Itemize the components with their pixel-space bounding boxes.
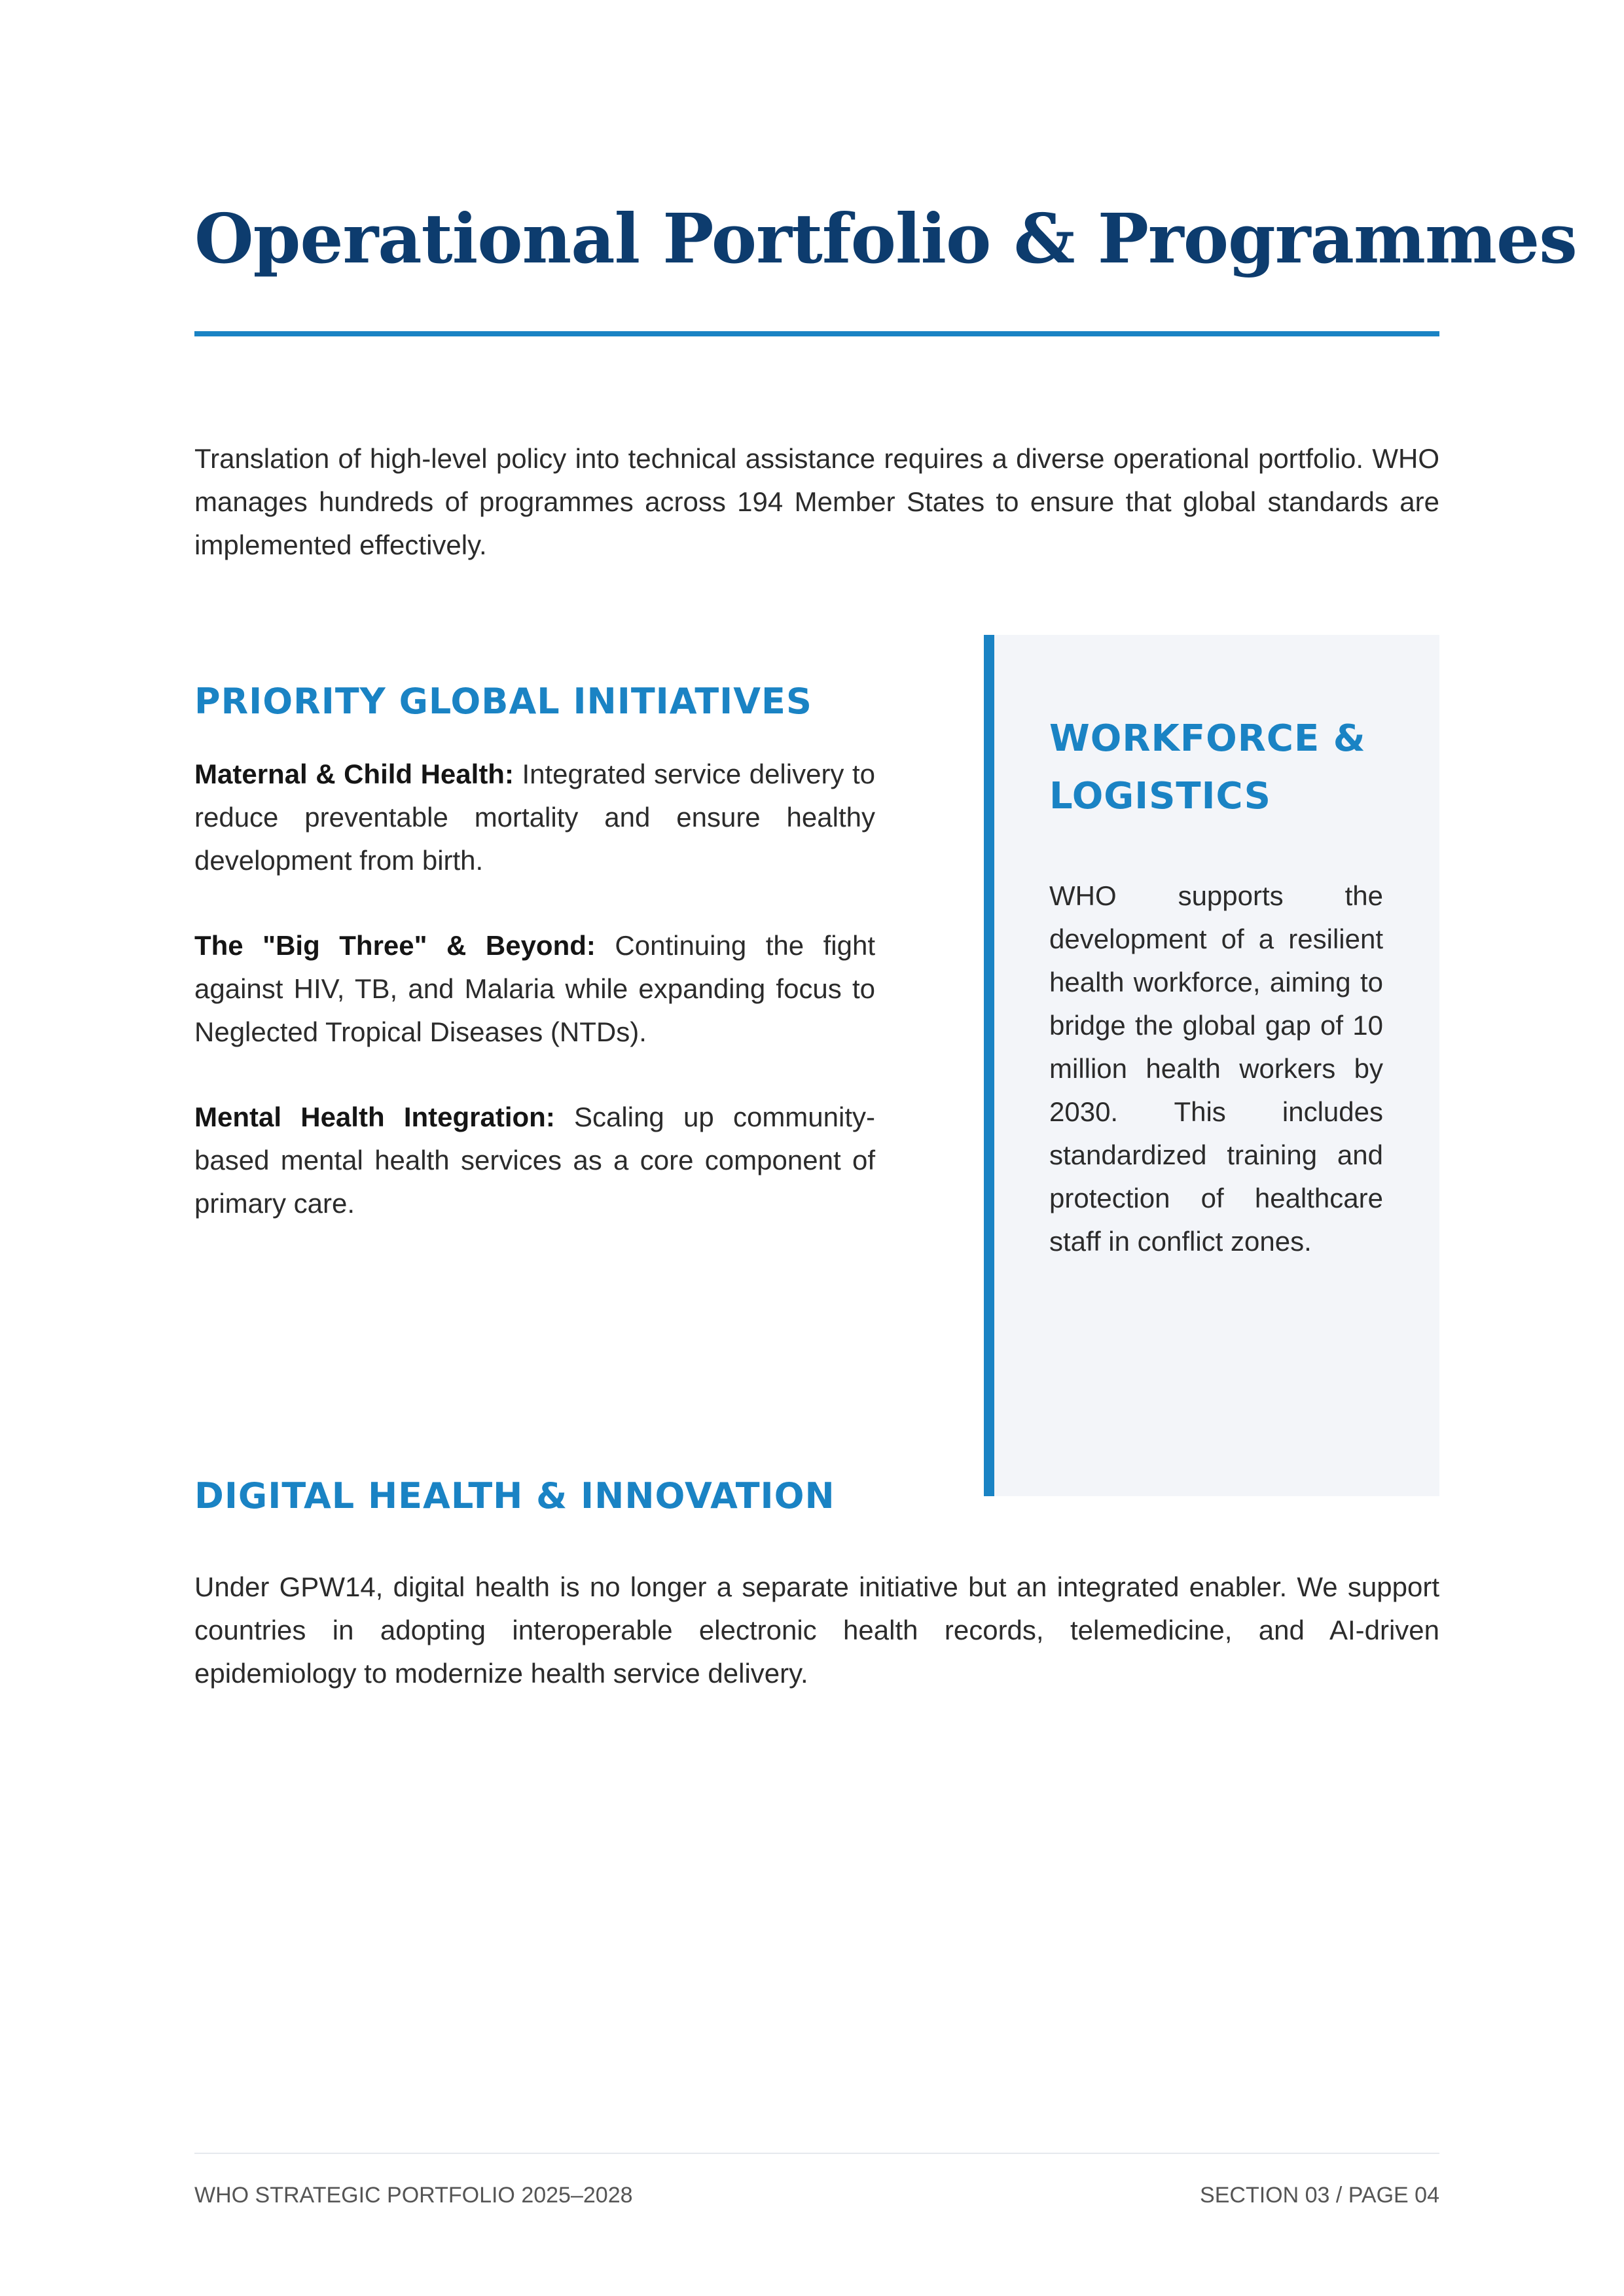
initiative-item-maternal-child-health xyxy=(194,753,875,882)
footer-document-title: WHO STRATEGIC PORTFOLIO 2025–2028 xyxy=(194,2183,633,2208)
footer-divider xyxy=(194,2153,1439,2154)
document-page xyxy=(194,0,1577,2296)
initiative-lead: The "Big Three" & Beyond: xyxy=(194,930,596,961)
intro-paragraph: Translation of high-level policy into technical assistance requires a diverse operational portfolio. WHO manages hundreds of programmes across 194 Member States to ensure that global standards are implemented effectively. xyxy=(194,443,1439,560)
priority-initiatives-section xyxy=(194,674,875,1267)
initiative-lead: Maternal & Child Health: xyxy=(194,759,514,789)
digital-heading: DIGITAL HEALTH & INNOVATION xyxy=(194,1475,835,1516)
digital-health-section xyxy=(194,1469,1439,1695)
initiative-text: Continuing the fight against HIV, TB, and Malaria while expanding focus to Neglected Tropical Diseases (NTDs). xyxy=(194,930,875,1047)
initiative-text: Scaling up community-based mental health services as a core component of primary care. xyxy=(194,1102,875,1219)
initiative-text: Integrated service delivery to reduce preventable mortality and ensure healthy development from birth. xyxy=(194,759,875,876)
initiative-lead: Mental Health Integration: xyxy=(194,1102,555,1132)
footer-page-number: SECTION 03 / PAGE 04 xyxy=(1200,2183,1439,2208)
sidebar-body: WHO supports the development of a resilient health workforce, aiming to bridge the global gap of 10 million health workers by 2030. This includes standardized training and protection of healthcare staff in conflict zones. xyxy=(1049,880,1383,1257)
title-divider xyxy=(194,331,1439,336)
page-title: Operational Portfolio & Programmes xyxy=(194,198,1577,279)
initiative-item-big-three xyxy=(194,924,875,1054)
sidebar-heading: WORKFORCE & LOGISTICS xyxy=(1049,717,1366,817)
initiative-list xyxy=(194,753,875,1225)
initiative-item-mental-health xyxy=(194,1096,875,1225)
digital-body: Under GPW14, digital health is no longer a separate initiative but an integrated enabler. We support countries in adopting interoperable electronic health records, telemedicine, and AI-driven epidemiology to modernize health service delivery. xyxy=(194,1571,1439,1689)
workforce-sidebar xyxy=(984,635,1439,1496)
priority-heading: PRIORITY GLOBAL INITIATIVES xyxy=(194,681,812,722)
